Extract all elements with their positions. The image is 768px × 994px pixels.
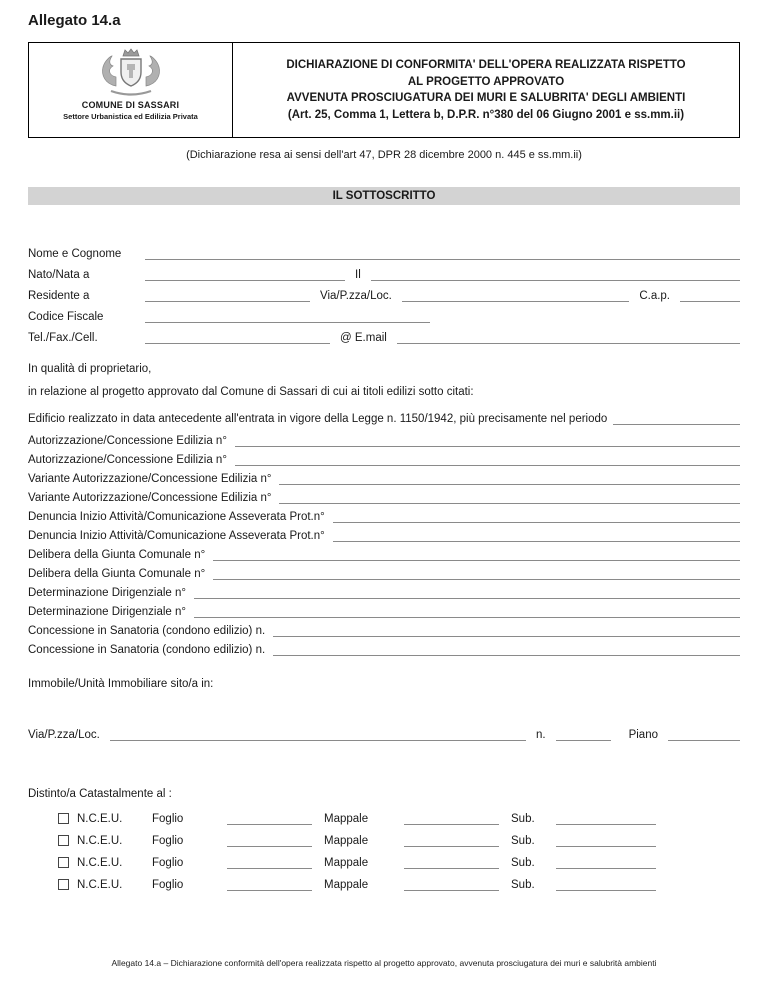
sub-label: Sub. xyxy=(511,879,535,891)
fiscal-code-row xyxy=(28,303,740,323)
mappale-label: Mappale xyxy=(324,857,369,869)
birthdate-field[interactable] xyxy=(371,266,740,281)
title-line: AL PROGETTO APPROVATO xyxy=(407,75,565,88)
permit-label: Variante Autorizzazione/Concessione Edilizia n° xyxy=(28,473,272,485)
nceu-label: N.C.E.U. xyxy=(77,879,123,891)
email-field[interactable] xyxy=(397,329,740,344)
nceu-checkbox[interactable] xyxy=(58,813,69,824)
street-field[interactable] xyxy=(110,726,526,741)
permit-row xyxy=(28,621,740,637)
permit-number-field[interactable] xyxy=(279,491,740,504)
permit-label: Concessione in Sanatoria (condono edilizio) n. xyxy=(28,625,266,637)
permit-label: Autorizzazione/Concessione Edilizia n° xyxy=(28,454,227,466)
foglio-field[interactable] xyxy=(227,812,312,825)
email-label: @ E.mail xyxy=(340,332,387,344)
permit-row xyxy=(28,545,740,561)
sub-label: Sub. xyxy=(511,835,535,847)
permit-row xyxy=(28,602,740,618)
permit-number-field[interactable] xyxy=(273,624,740,637)
residence-row xyxy=(28,282,740,302)
name-row xyxy=(28,240,740,260)
edificio-statement: Edificio realizzato in data antecedente all'entrata in vigore della Legge n. 1150/1942, più precisamente nel periodo xyxy=(28,413,608,425)
permit-row xyxy=(28,640,740,656)
title-line: AVVENUTA PROSCIUGATURA DEI MURI E SALUBRITA' DEGLI AMBIENTI xyxy=(286,92,686,104)
edificio-row xyxy=(28,408,740,425)
nceu-label: N.C.E.U. xyxy=(77,813,123,825)
birthplace-label: Nato/Nata a xyxy=(28,269,90,281)
foglio-label: Foglio xyxy=(152,813,184,825)
property-address-row xyxy=(28,723,740,741)
comune-name: COMUNE DI SASSARI xyxy=(81,100,180,110)
number-field[interactable] xyxy=(556,726,611,741)
permit-row xyxy=(28,469,740,485)
floor-label: Piano xyxy=(628,729,658,741)
permit-number-field[interactable] xyxy=(213,567,740,580)
permit-number-field[interactable] xyxy=(273,643,740,656)
permit-label: Denuncia Inizio Attività/Comunicazione Asseverata Prot.n° xyxy=(28,511,325,523)
birth-row xyxy=(28,261,740,281)
permit-row xyxy=(28,526,740,542)
permit-label: Determinazione Dirigenziale n° xyxy=(28,606,187,618)
foglio-label: Foglio xyxy=(152,835,184,847)
cap-label: C.a.p. xyxy=(639,290,670,302)
permit-row xyxy=(28,564,740,580)
foglio-field[interactable] xyxy=(227,878,312,891)
permit-number-field[interactable] xyxy=(194,586,740,599)
nceu-label: N.C.E.U. xyxy=(77,835,123,847)
permit-number-field[interactable] xyxy=(213,548,740,561)
permit-row xyxy=(28,507,740,523)
nceu-checkbox[interactable] xyxy=(58,879,69,890)
footer-caption: Allegato 14.a – Dichiarazione conformità dell'opera realizzata rispetto al progetto approvato, avvenuta prosciugatura dei muri e salubrità ambienti xyxy=(111,958,657,968)
birthdate-label: Il xyxy=(355,269,361,281)
contact-row xyxy=(28,324,740,344)
sub-field[interactable] xyxy=(556,812,656,825)
catasto-row xyxy=(28,852,740,869)
property-location-heading: Immobile/Unità Immobiliare sito/a in: xyxy=(28,678,214,690)
personal-data-section xyxy=(28,240,740,344)
relazione-statement: in relazione al progetto approvato dal Comune di Sassari di cui ai titoli edilizi sotto citati: xyxy=(28,386,474,398)
permit-number-field[interactable] xyxy=(235,453,740,466)
permit-label: Delibera della Giunta Comunale n° xyxy=(28,549,206,561)
mappale-label: Mappale xyxy=(324,879,369,891)
catasto-row xyxy=(28,830,740,847)
permit-label: Delibera della Giunta Comunale n° xyxy=(28,568,206,580)
foglio-field[interactable] xyxy=(227,834,312,847)
permit-label: Variante Autorizzazione/Concessione Edilizia n° xyxy=(28,492,272,504)
qualita-statement: In qualità di proprietario, xyxy=(28,363,152,375)
residence-label: Residente a xyxy=(28,290,90,302)
residence-street-label: Via/P.zza/Loc. xyxy=(320,290,392,302)
sub-field[interactable] xyxy=(556,856,656,869)
nceu-label: N.C.E.U. xyxy=(77,857,123,869)
sub-label: Sub. xyxy=(511,857,535,869)
number-label: n. xyxy=(535,729,546,741)
mappale-field[interactable] xyxy=(404,856,499,869)
construction-period-field[interactable] xyxy=(613,412,740,425)
catasto-section xyxy=(28,808,740,891)
permit-row xyxy=(28,583,740,599)
declaration-basis: (Dichiarazione resa ai sensi dell'art 47, DPR 28 dicembre 2000 n. 445 e ss.mm.ii) xyxy=(186,149,582,161)
name-label: Nome e Cognome xyxy=(28,248,122,260)
comune-sector: Settore Urbanistica ed Edilizia Privata xyxy=(63,112,198,121)
mappale-label: Mappale xyxy=(324,813,369,825)
foglio-label: Foglio xyxy=(152,879,184,891)
catasto-row xyxy=(28,808,740,825)
section-banner-il-sottoscritto: IL SOTTOSCRITTO xyxy=(28,187,740,205)
permit-label: Determinazione Dirigenziale n° xyxy=(28,587,187,599)
permit-row xyxy=(28,488,740,504)
mappale-field[interactable] xyxy=(404,878,499,891)
comune-coat-of-arms-icon xyxy=(83,47,179,97)
catasto-row xyxy=(28,874,740,891)
permit-number-field[interactable] xyxy=(333,529,740,542)
permit-row xyxy=(28,431,740,447)
document-header xyxy=(28,42,740,138)
phone-field[interactable] xyxy=(145,329,330,344)
title-line: (Art. 25, Comma 1, Lettera b, D.P.R. n°380 del 06 Giugno 2001 e ss.mm.ii) xyxy=(287,108,685,121)
foglio-label: Foglio xyxy=(152,857,184,869)
permit-number-field[interactable] xyxy=(333,510,740,523)
permits-section xyxy=(28,431,740,656)
foglio-field[interactable] xyxy=(227,856,312,869)
mappale-field[interactable] xyxy=(404,812,499,825)
title-line: DICHIARAZIONE DI CONFORMITA' DELL'OPERA REALIZZATA RISPETTO xyxy=(286,59,686,71)
floor-field[interactable] xyxy=(668,726,740,741)
nceu-checkbox[interactable] xyxy=(58,835,69,846)
permit-label: Denuncia Inizio Attività/Comunicazione Asseverata Prot.n° xyxy=(28,530,325,542)
permit-label: Concessione in Sanatoria (condono edilizio) n. xyxy=(28,644,266,656)
sub-field[interactable] xyxy=(556,834,656,847)
permit-number-field[interactable] xyxy=(194,605,740,618)
nceu-checkbox[interactable] xyxy=(58,857,69,868)
allegato-heading: Allegato 14.a xyxy=(28,12,121,29)
permit-row xyxy=(28,450,740,466)
mappale-label: Mappale xyxy=(324,835,369,847)
fiscal-code-label: Codice Fiscale xyxy=(28,311,104,323)
mappale-field[interactable] xyxy=(404,834,499,847)
street-label: Via/P.zza/Loc. xyxy=(28,729,100,741)
residence-street-field[interactable] xyxy=(402,287,629,302)
comune-block xyxy=(29,43,233,137)
full-name-field[interactable] xyxy=(145,245,740,260)
permit-number-field[interactable] xyxy=(235,434,740,447)
document-title xyxy=(233,43,739,137)
permit-label: Autorizzazione/Concessione Edilizia n° xyxy=(28,435,227,447)
residence-city-field[interactable] xyxy=(145,287,310,302)
birthplace-field[interactable] xyxy=(145,266,345,281)
cap-field[interactable] xyxy=(680,287,740,302)
permit-number-field[interactable] xyxy=(279,472,740,485)
catasto-heading: Distinto/a Catastalmente al : xyxy=(28,788,172,800)
sub-field[interactable] xyxy=(556,878,656,891)
fiscal-code-field[interactable] xyxy=(145,308,430,323)
phone-label: Tel./Fax./Cell. xyxy=(28,332,98,344)
sub-label: Sub. xyxy=(511,813,535,825)
